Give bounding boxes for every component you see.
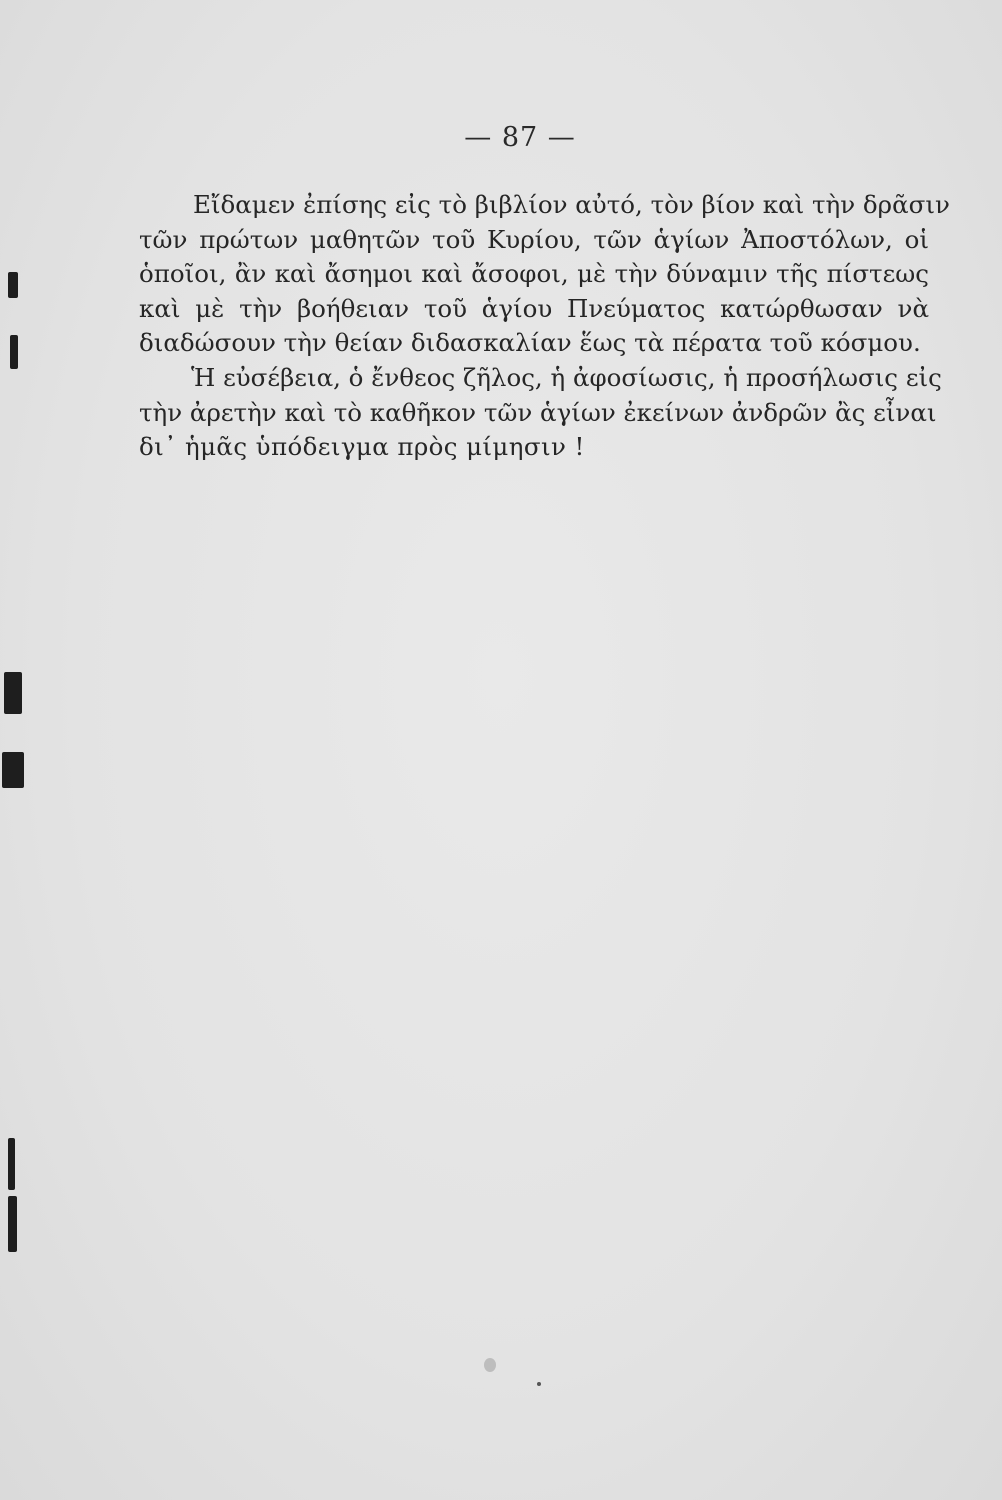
text-line: δι᾿ ἡμᾶς ὑπόδειγμα πρὸς μίμησιν ! [139,432,585,462]
text-line: διαδώσουν τὴν θείαν διδασκαλίαν ἕως τὰ πέρατα τοῦ κόσμου. [139,328,921,358]
page-number: — 87 — [464,122,576,153]
text-line: τῶν πρώτων μαθητῶν τοῦ Κυρίου, τῶν ἁγίων Ἀποστόλων, οἱ [139,224,929,254]
binding-mark [10,335,18,369]
text-line: Εἴδαμεν ἐπίσης εἰς τὸ βιβλίον αὐτό, τὸν βίον καὶ τὴν δρᾶσιν [193,190,950,219]
binding-mark [8,1138,15,1190]
text-line: καὶ μὲ τὴν βοήθειαν τοῦ ἁγίου Πνεύματος κατώρθωσαν νὰ [139,293,929,323]
binding-mark [8,1196,17,1252]
paper-speck [484,1358,496,1372]
text-line: τὴν ἀρετὴν καὶ τὸ καθῆκον τῶν ἁγίων ἐκείνων ἀνδρῶν ἂς εἶναι [139,397,937,427]
text-line: Ἡ εὐσέβεια, ὁ ἔνθεος ζῆλος, ἡ ἀφοσίωσις, ἡ προσήλωσις εἰς [191,362,942,392]
binding-mark [4,672,22,714]
paper-speck [537,1382,541,1386]
binding-mark [8,272,18,298]
binding-mark [2,752,24,788]
text-line: ὁποῖοι, ἂν καὶ ἄσημοι καὶ ἄσοφοι, μὲ τὴν δύναμιν τῆς πίστεως [139,259,929,289]
body-text [139,188,950,465]
